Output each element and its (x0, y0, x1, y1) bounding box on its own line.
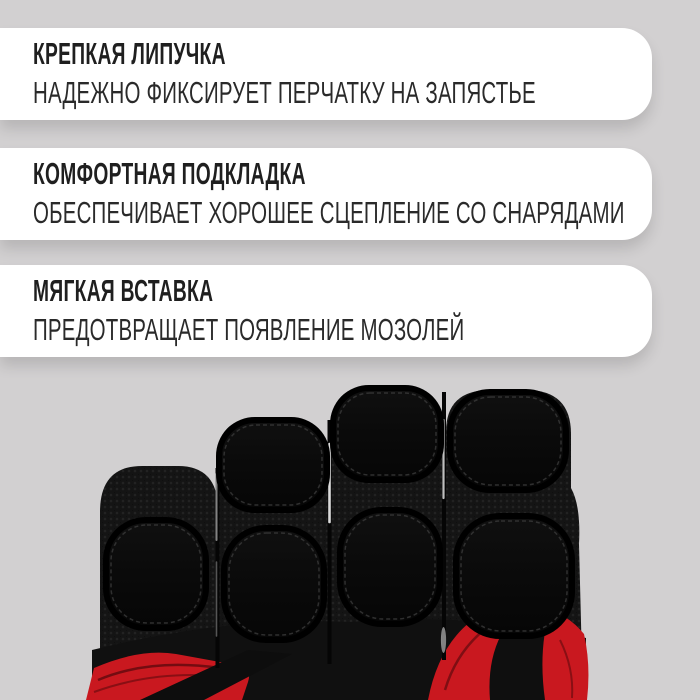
feature-title: КРЕПКАЯ ЛИПУЧКА (33, 36, 226, 71)
feature-title: КОМФОРТНАЯ ПОДКЛАДКА (33, 156, 306, 191)
feature-subtitle: НАДЕЖНО ФИКСИРУЕТ ПЕРЧАТКУ НА ЗАПЯСТЬЕ (33, 75, 536, 110)
feature-subtitle: ПРЕДОТВРАЩАЕТ ПОЯВЛЕНИЕ МОЗОЛЕЙ (33, 312, 465, 347)
feature-subtitle: ОБЕСПЕЧИВАЕТ ХОРОШЕЕ СЦЕПЛЕНИЕ СО СНАРЯДАМИ (33, 195, 625, 230)
feature-title: МЯГКАЯ ВСТАВКА (33, 273, 214, 308)
